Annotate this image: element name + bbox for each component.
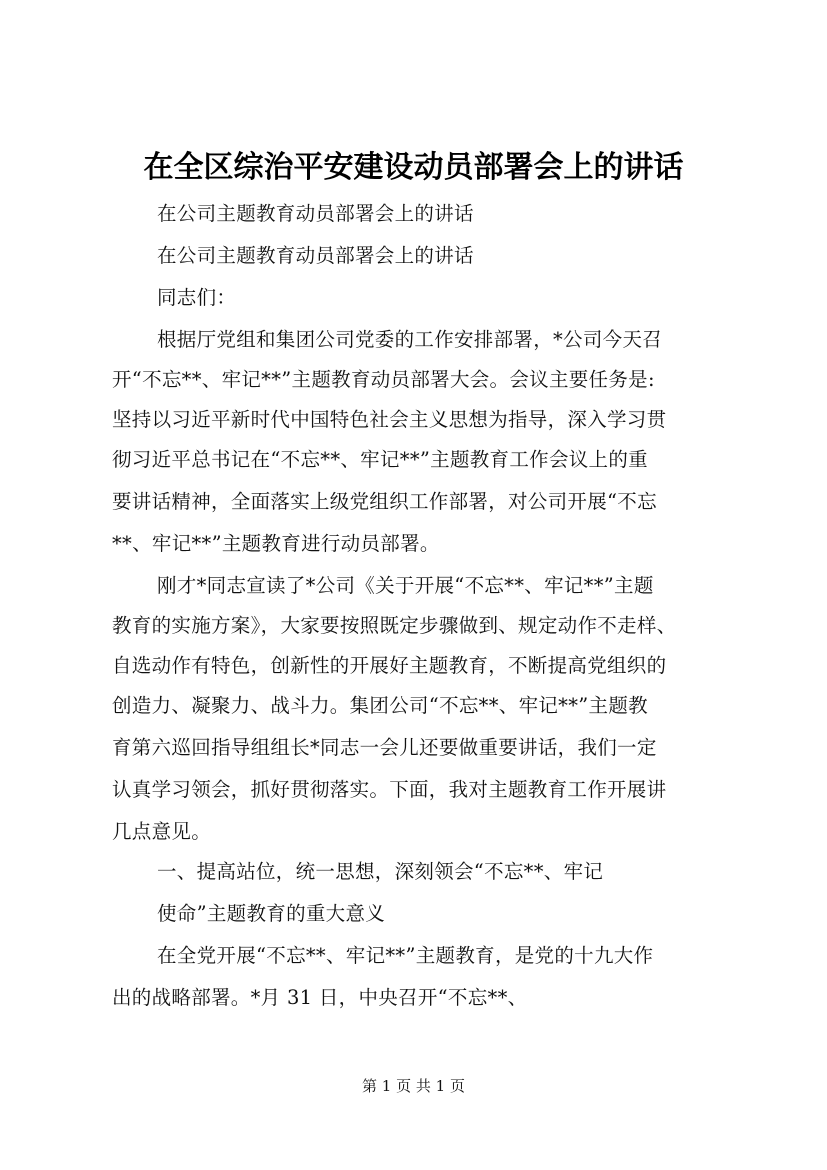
paragraph-line: 认真学习领会，抓好贯彻落实。下面，我对主题教育工作开展讲 <box>112 778 667 801</box>
paragraph-line: 创造力、凝聚力、战斗力。集团公司“不忘**、牢记**”主题教 <box>112 694 648 717</box>
salutation: 同志们： <box>157 286 237 309</box>
paragraph-line: 根据厅党组和集团公司党委的工作安排部署，*公司今天召 <box>157 328 663 351</box>
paragraph-line: 要讲话精神，全面落实上级党组织工作部署，对公司开展“不忘 <box>112 490 657 513</box>
paragraph-line: 自选动作有特色，创新性的开展好主题教育，不断提高党组织的 <box>112 654 667 677</box>
paragraph-line: 出的战略部署。*月 31 日，中央召开“不忘**、 <box>112 986 528 1009</box>
paragraph-line: 几点意见。 <box>112 820 212 843</box>
subtitle-line: 在公司主题教育动员部署会上的讲话 <box>157 244 474 267</box>
page-title: 在全区综治平安建设动员部署会上的讲话 <box>143 150 684 185</box>
section-heading: 使命”主题教育的重大意义 <box>157 902 386 925</box>
paragraph-line: 开“不忘**、牢记**”主题教育动员部署大会。会议主要任务是: <box>112 368 655 391</box>
section-heading: 一、提高站位，统一思想，深刻领会“不忘**、牢记 <box>157 860 604 883</box>
paragraph-line: 育第六巡回指导组组长*同志一会儿还要做重要讲话，我们一定 <box>112 736 657 759</box>
paragraph-line: 刚才*同志宣读了*公司《关于开展“不忘**、牢记**”主题 <box>157 574 654 597</box>
paragraph-line: 在全党开展“不忘**、牢记**”主题教育，是党的十九大作 <box>157 944 654 967</box>
paragraph-line: 教育的实施方案》，大家要按照既定步骤做到、规定动作不走样、 <box>112 614 677 637</box>
page-footer: 第 1 页 共 1 页 <box>362 1077 465 1095</box>
paragraph-line: **、牢记**”主题教育进行动员部署。 <box>112 532 440 555</box>
subtitle-line: 在公司主题教育动员部署会上的讲话 <box>157 202 474 225</box>
paragraph-line: 彻习近平总书记在“不忘**、牢记**”主题教育工作会议上的重 <box>112 448 648 471</box>
paragraph-line: 坚持以习近平新时代中国特色社会主义思想为指导，深入学习贯 <box>112 408 667 431</box>
